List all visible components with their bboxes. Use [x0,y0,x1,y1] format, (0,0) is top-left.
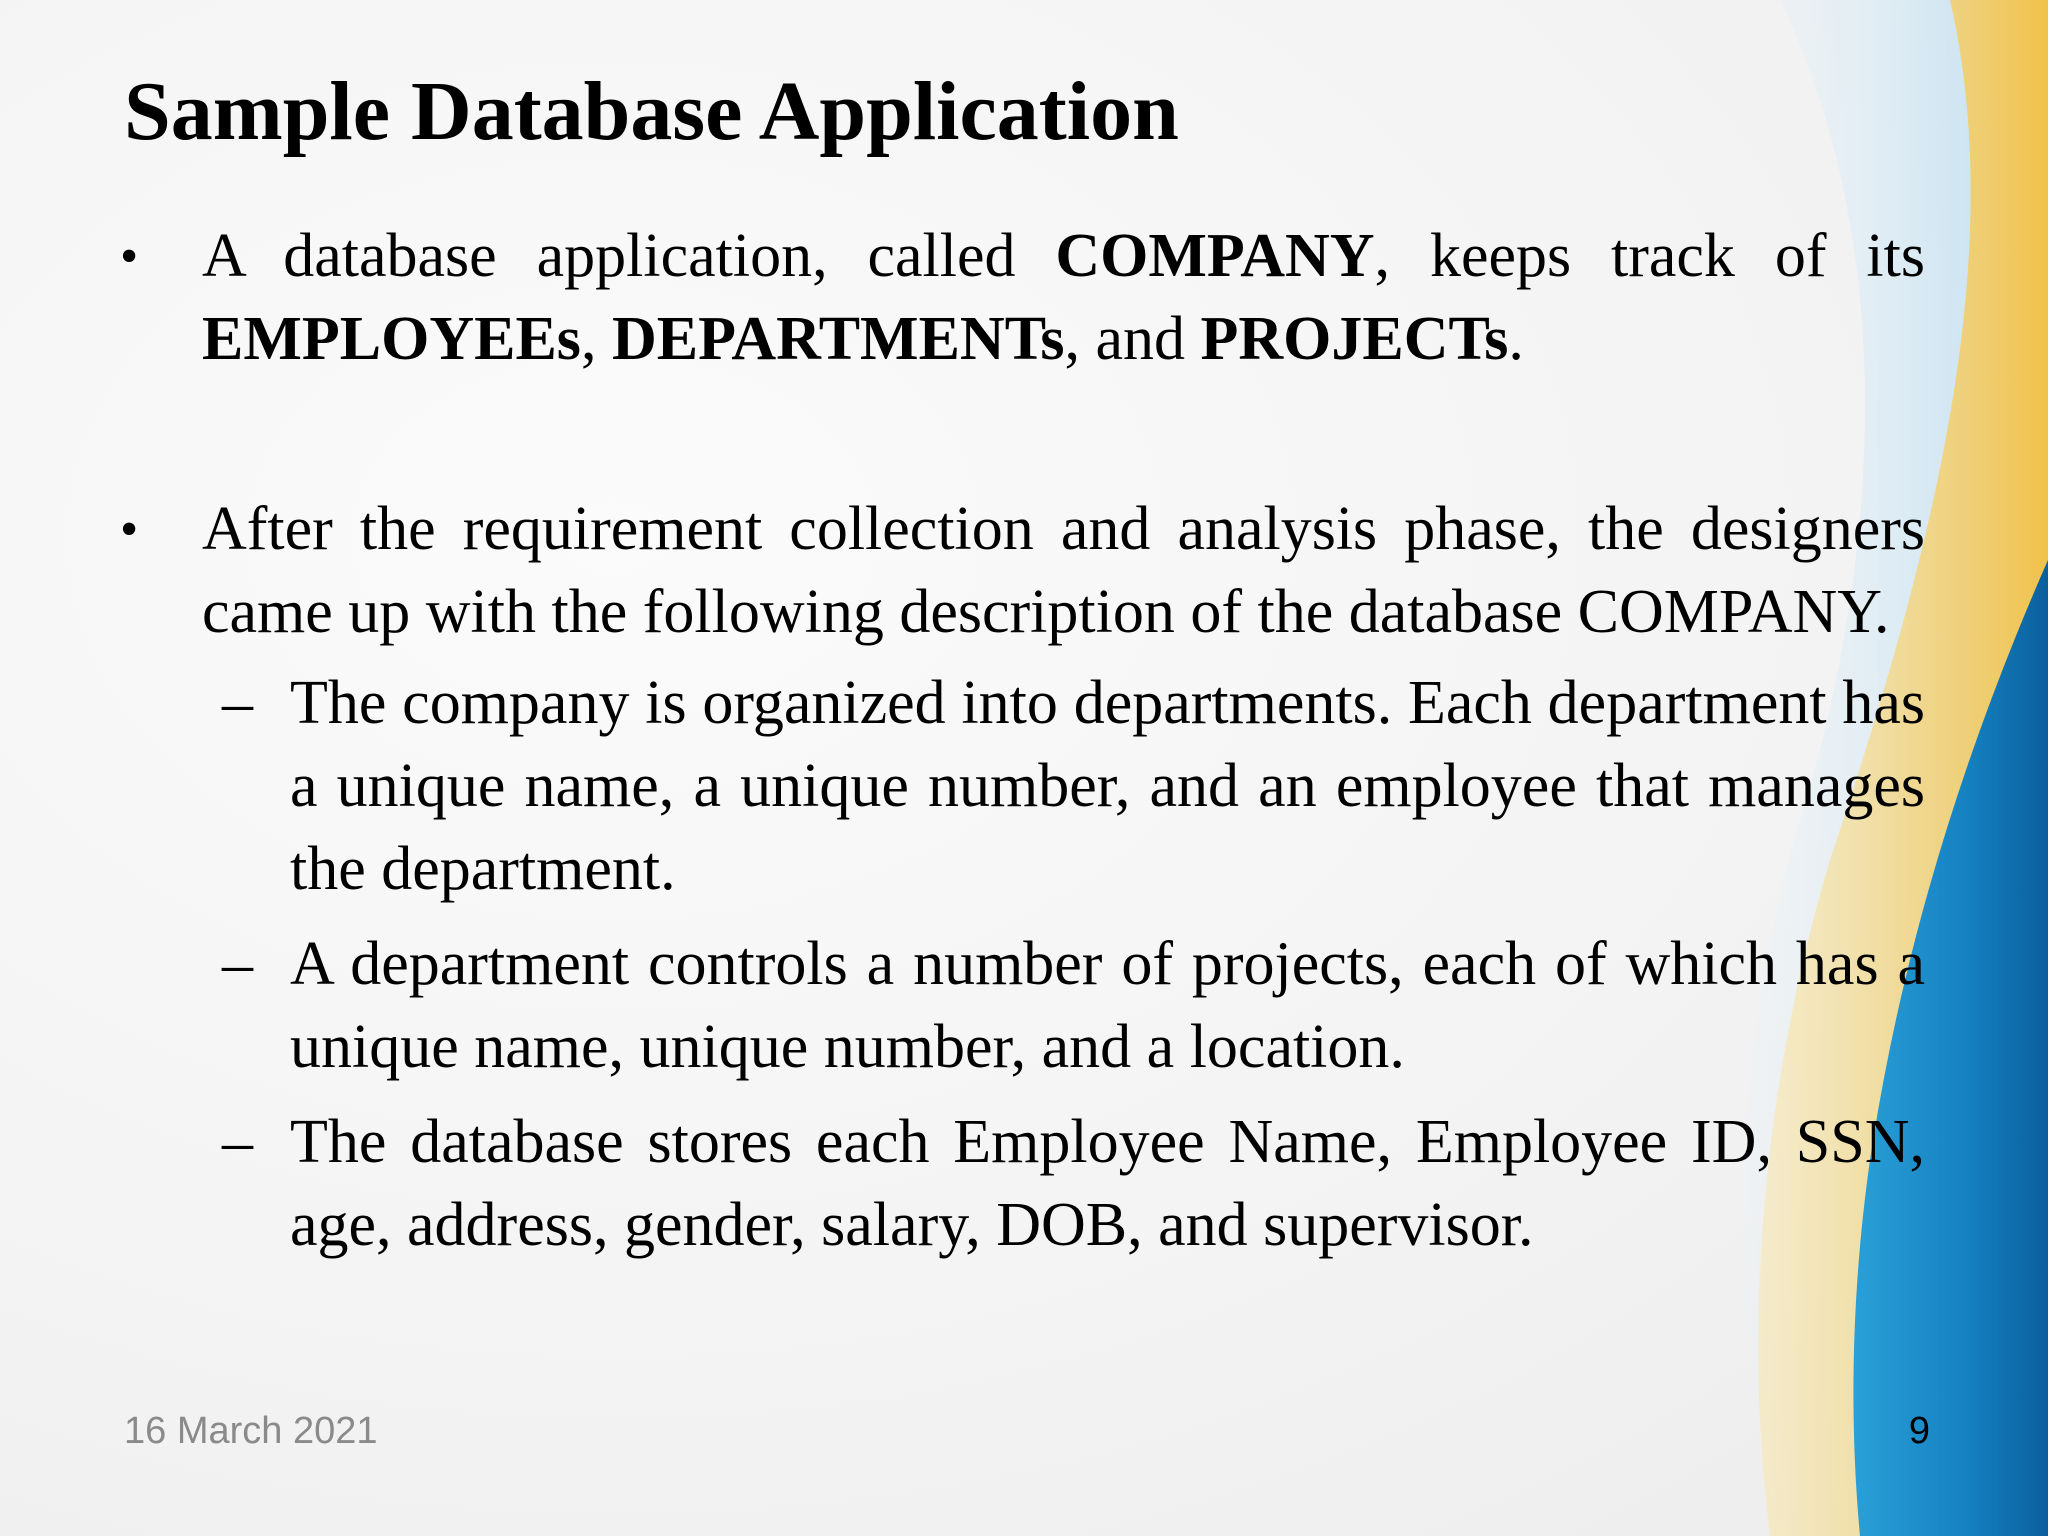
bullet-requirements [120,488,1925,654]
term-company: COMPANY [1055,222,1375,290]
subbullet-text: The database stores each Employee Name, Employee ID, SSN, age, address, gender, salary, DOB, and supervisor. [290,1108,1925,1259]
subbullet-employees [120,1101,1925,1267]
subbullet-text: A department controls a number of projects, each of which has a unique name, unique number, and a location. [290,930,1925,1081]
subbullet-projects [120,923,1925,1089]
page-number: 9 [1908,1410,1930,1452]
term-employees: EMPLOYEEs [202,305,581,373]
term-departments: DEPARTMENTs [611,305,1065,373]
bullet-text-part: . [1508,305,1524,373]
bullet-text-part: , [580,305,612,373]
subbullet-text: The company is organized into departments. Each department has a unique name, a unique number, and an employee that manages the department. [290,669,1925,903]
slide-title: Sample Database Application [124,65,1179,158]
bullet-company-overview [120,215,1925,381]
slide-content [120,215,1925,1267]
bullet-marker: • [120,501,139,558]
bullet-text-part: , keeps track of its [1374,222,1925,290]
footer-date: 16 March 2021 [124,1410,378,1452]
bullet-text: After the requirement collection and analysis phase, the designers came up with the following description of the database COMPANY. [202,495,1925,646]
subbullet-marker: – [222,1108,253,1176]
bullet-marker: • [120,228,139,285]
term-projects: PROJECTs [1200,305,1509,373]
subbullet-marker: – [222,930,253,998]
bullet-text-part: , and [1064,305,1201,373]
subbullet-marker: – [222,669,253,737]
bullet-text-part: A database application, called [202,222,1056,290]
subbullet-departments [120,662,1925,911]
